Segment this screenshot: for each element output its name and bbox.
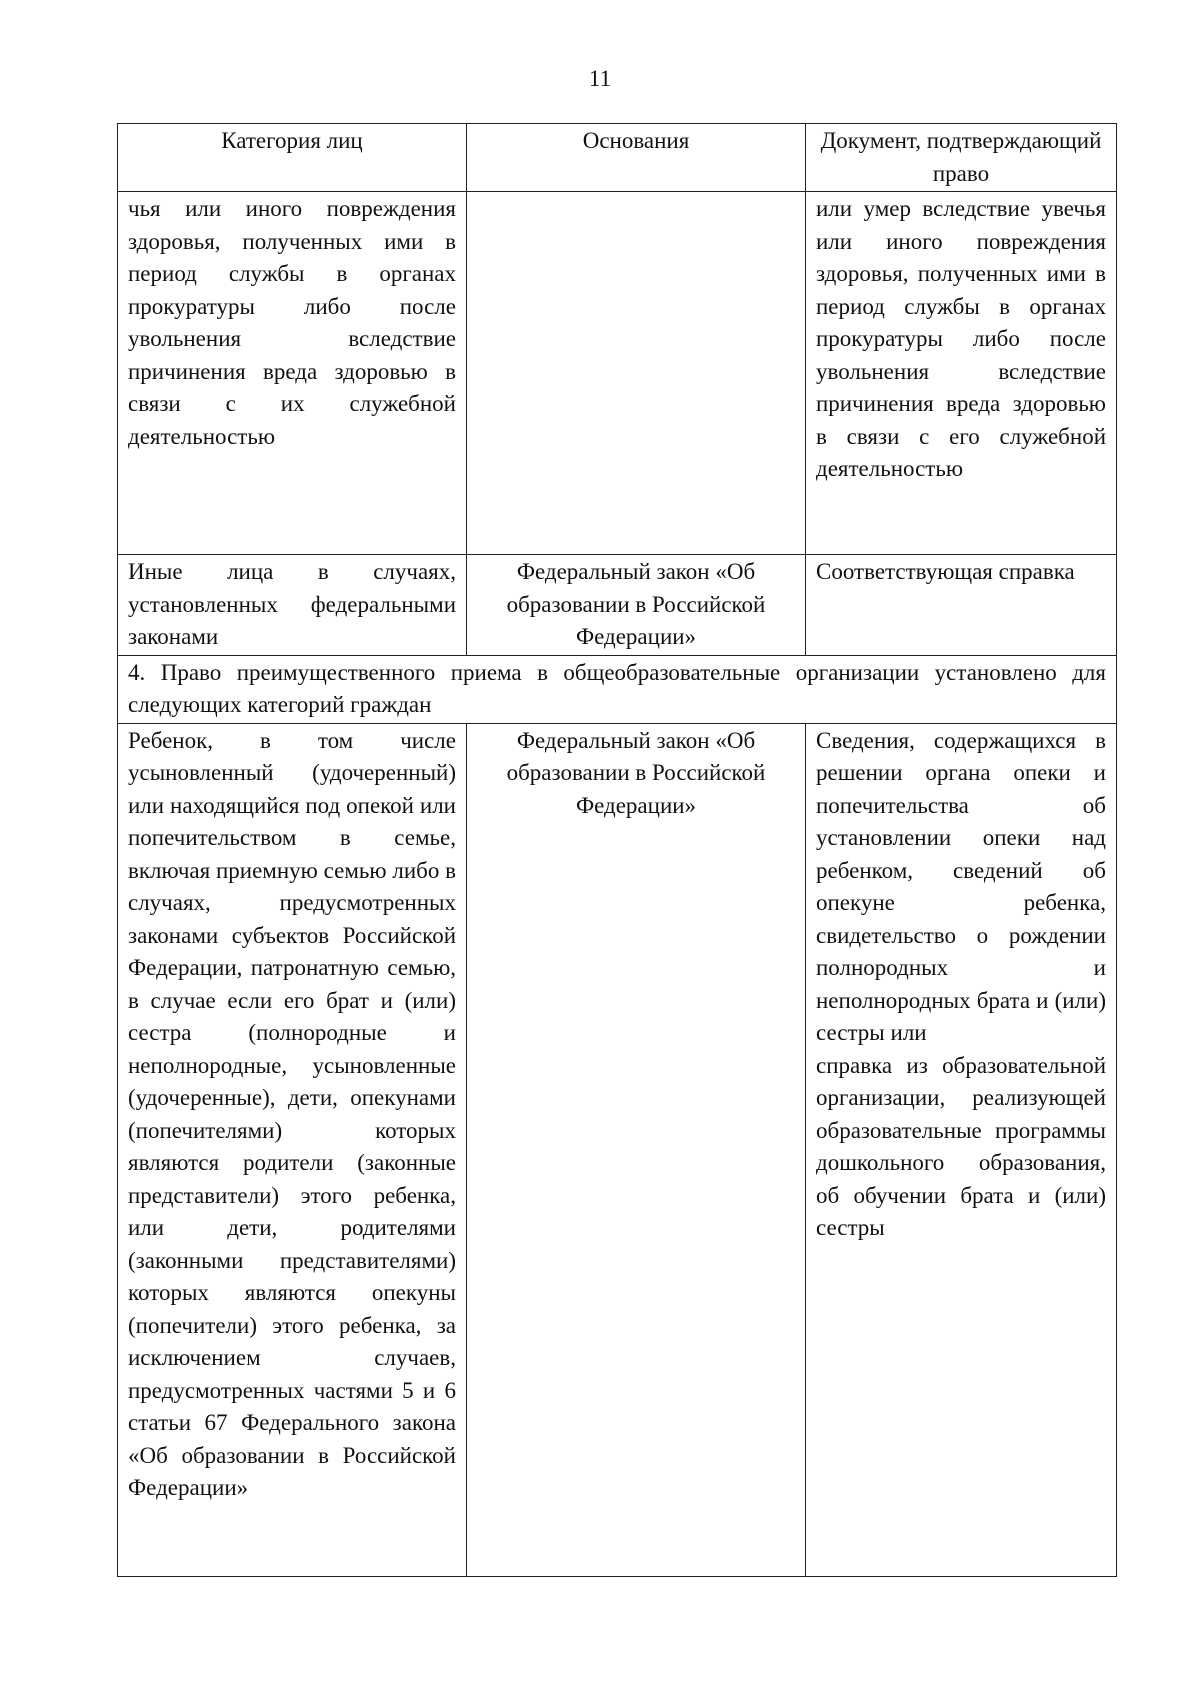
cell-basis: Федеральный закон «Об образовании в Российской Федерации» — [467, 723, 806, 1576]
table-row — [118, 723, 1117, 1576]
cell-category: Ребенок, в том числе усыновленный (удочеренный) или находящийся под опекой или попечительством в семье, включая приемную семью либо в случаях, предусмотренных законами субъектов Российской Федерации, патронатную семью, в случае если его брат и (или) сестра (полнородные и неполнородные, усыновленные (удочеренные), дети, опекунами (попечителями) которых являются родители (законные представители) этого ребенка, или дети, родителями (законными представителями) которых являются опекуны (попечители) этого ребенка, за исключением случаев, предусмотренных частями 5 и 6 статьи 67 Федерального закона «Об образовании в Российской Федерации» — [118, 723, 467, 1576]
header-basis: Основания — [467, 124, 806, 192]
cell-document: или умер вследствие увечья или иного повреждения здоровья, полученных ими в период службы в органах прокуратуры либо после увольнения вследствие причинения вреда здоровью в связи с его служебной деятельностью — [806, 192, 1117, 555]
document-part-1: Сведения, содержащихся в решении органа опеки и попечительства об установлении опеки над ребенком, сведений об опекуне ребенка, свидетельство о рождении полнородных и неполнородных брата и (или) сестры или — [816, 727, 1106, 1045]
document-part-2: справка из образовательной организации, реализующей образовательные программы дошкольного образования, об обучении брата и (или) сестры — [816, 1052, 1106, 1240]
header-category: Категория лиц — [118, 124, 467, 192]
cell-category: чья или иного повреждения здоровья, полученных ими в период службы в органах прокуратуры либо после увольнения вследствие причинения вреда здоровью в связи с их служебной деятельностью — [118, 192, 467, 555]
section-heading: 4. Право преимущественного приема в общеобразовательные организации установлено для следующих категорий граждан — [118, 655, 1117, 723]
cell-document: Соответствующая справка — [806, 555, 1117, 656]
cell-basis: Федеральный закон «Об образовании в Российской Федерации» — [467, 555, 806, 656]
cell-document — [806, 723, 1117, 1576]
header-document: Документ, подтверждающий право — [806, 124, 1117, 192]
table-header-row — [118, 124, 1117, 192]
cell-basis — [467, 192, 806, 555]
cell-category: Иные лица в случаях, установленных федеральными законами — [118, 555, 467, 656]
table-row — [118, 555, 1117, 656]
section-heading-row — [118, 655, 1117, 723]
page-number: 11 — [588, 66, 612, 91]
benefits-table — [117, 123, 1117, 1577]
table-row — [118, 192, 1117, 555]
